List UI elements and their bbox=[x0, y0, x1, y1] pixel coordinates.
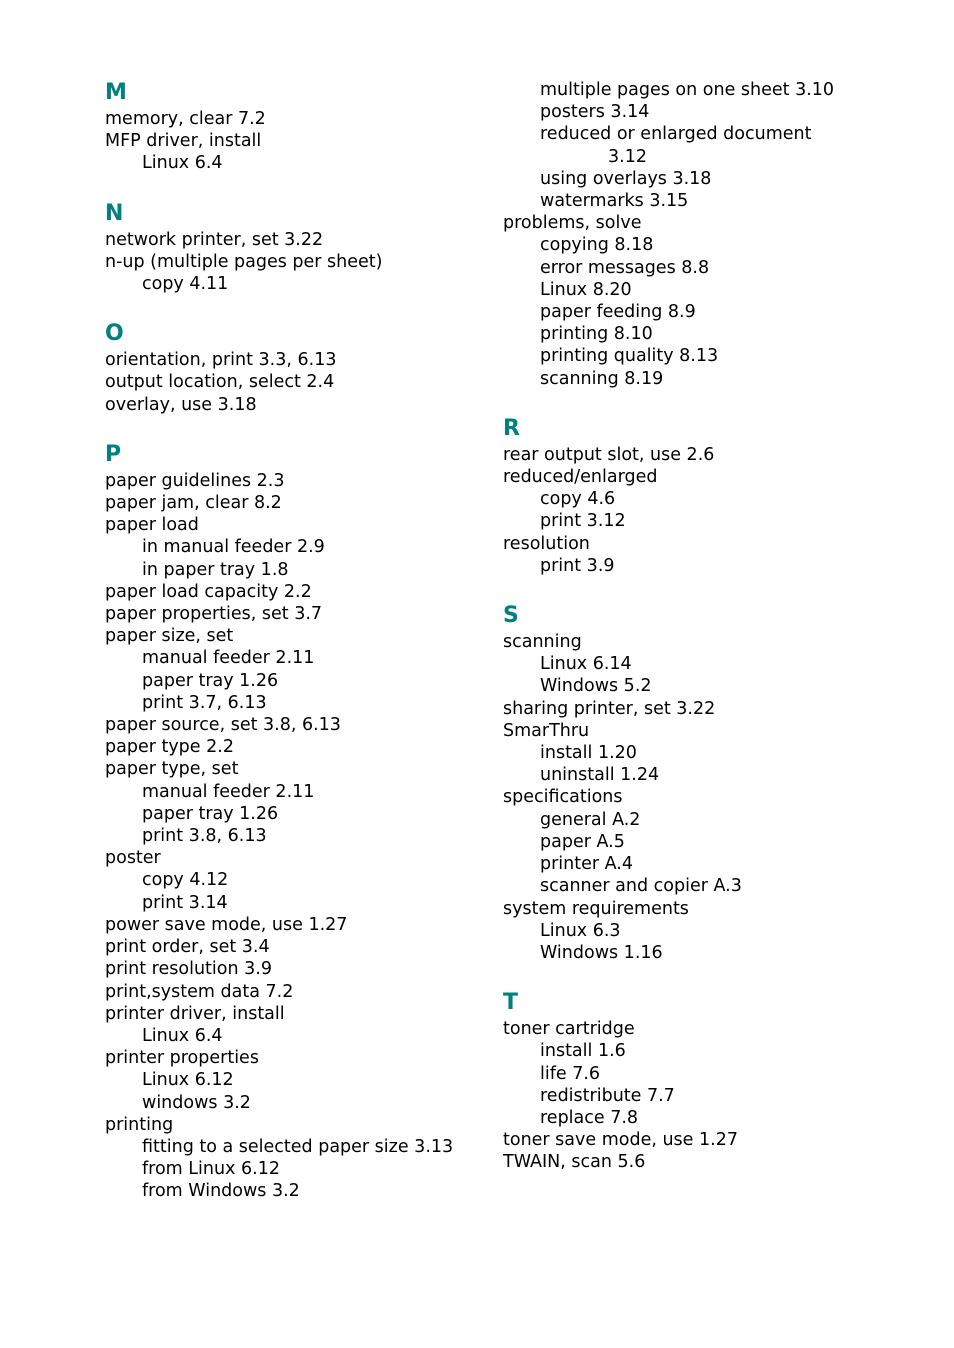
index-section-t bbox=[503, 988, 933, 1173]
index-subentry: scanner and copier A.3 bbox=[540, 876, 742, 897]
index-entry: TWAIN, scan 5.6 bbox=[503, 1152, 646, 1173]
index-entry: power save mode, use 1.27 bbox=[105, 914, 348, 935]
index-subentry: install 1.20 bbox=[540, 743, 637, 764]
index-subentry: fitting to a selected paper size 3.13 bbox=[142, 1136, 454, 1157]
index-subentry: copying 8.18 bbox=[540, 235, 654, 256]
index-subentry: print 3.12 bbox=[540, 511, 626, 532]
index-section-r bbox=[503, 414, 933, 577]
index-entry: toner save mode, use 1.27 bbox=[503, 1130, 738, 1151]
index-subentry: reduced or enlarged document bbox=[540, 124, 812, 145]
index-entry: overlay, use 3.18 bbox=[105, 394, 257, 415]
index-entry: n-up (multiple pages per sheet) bbox=[105, 251, 383, 272]
index-entry: reduced/enlarged bbox=[503, 467, 658, 488]
index-section-m bbox=[105, 78, 495, 175]
index-subentry: print 3.9 bbox=[540, 555, 615, 576]
index-subentry: Linux 8.20 bbox=[540, 279, 632, 300]
index-subentry: scanning 8.19 bbox=[540, 368, 664, 389]
index-subentry: life 7.6 bbox=[540, 1063, 601, 1084]
index-entry: output location, select 2.4 bbox=[105, 372, 335, 393]
index-subentry: printing quality 8.13 bbox=[540, 346, 719, 367]
index-entry: printer properties bbox=[105, 1048, 259, 1069]
index-subentry: paper tray 1.26 bbox=[142, 670, 279, 691]
index-entry: orientation, print 3.3, 6.13 bbox=[105, 350, 337, 371]
index-subentry: print 3.8, 6.13 bbox=[142, 826, 267, 847]
index-subentry: Linux 6.4 bbox=[142, 1025, 223, 1046]
section-letter-heading: P bbox=[105, 441, 122, 467]
index-subentry: install 1.6 bbox=[540, 1041, 626, 1062]
index-subentry: from Linux 6.12 bbox=[142, 1159, 280, 1180]
index-entry: paper guidelines 2.3 bbox=[105, 470, 285, 491]
index-subentry: Linux 6.12 bbox=[142, 1070, 234, 1091]
index-entry: paper type 2.2 bbox=[105, 737, 234, 758]
index-entry: MFP driver, install bbox=[105, 131, 262, 152]
index-entry: paper source, set 3.8, 6.13 bbox=[105, 715, 341, 736]
index-entry: problems, solve bbox=[503, 213, 642, 234]
index-section-n bbox=[105, 199, 495, 296]
index-subentry: Windows 1.16 bbox=[540, 942, 663, 963]
index-subentry: print 3.7, 6.13 bbox=[142, 692, 267, 713]
index-section-s bbox=[503, 601, 933, 964]
index-entry: paper type, set bbox=[105, 759, 239, 780]
index-subentry: watermarks 3.15 bbox=[540, 191, 689, 212]
index-subentry: manual feeder 2.11 bbox=[142, 648, 315, 669]
index-entry: resolution bbox=[503, 533, 590, 554]
section-letter-heading: R bbox=[503, 415, 520, 441]
index-entry: paper properties, set 3.7 bbox=[105, 604, 323, 625]
index-entry: rear output slot, use 2.6 bbox=[503, 444, 715, 465]
section-letter-heading: O bbox=[105, 321, 124, 347]
index-subentry: paper A.5 bbox=[540, 831, 625, 852]
index-entry: printer driver, install bbox=[105, 1003, 285, 1024]
index-subentry: uninstall 1.24 bbox=[540, 765, 660, 786]
index-subentry: print 3.14 bbox=[142, 892, 228, 913]
section-letter-heading: N bbox=[105, 200, 124, 226]
section-letter-heading: S bbox=[503, 603, 519, 629]
index-subentry: from Windows 3.2 bbox=[142, 1181, 300, 1202]
index-subentry: multiple pages on one sheet 3.10 bbox=[540, 80, 835, 100]
index-entry: printing bbox=[105, 1114, 174, 1135]
index-subentry: posters 3.14 bbox=[540, 102, 650, 123]
index-section-continued bbox=[503, 79, 933, 390]
index-entry: paper size, set bbox=[105, 626, 234, 647]
index-subentry: in paper tray 1.8 bbox=[142, 559, 289, 580]
index-subentry: windows 3.2 bbox=[142, 1092, 251, 1113]
index-subentry: copy 4.11 bbox=[142, 274, 229, 295]
index-entry: paper jam, clear 8.2 bbox=[105, 493, 282, 514]
index-section-o bbox=[105, 319, 495, 416]
index-subentry: Linux 6.4 bbox=[142, 153, 223, 174]
index-entry: print,system data 7.2 bbox=[105, 981, 294, 1002]
index-subentry: manual feeder 2.11 bbox=[142, 781, 315, 802]
index-subentry: copy 4.12 bbox=[142, 870, 229, 891]
index-entry: SmarThru bbox=[503, 720, 590, 741]
index-column-right bbox=[503, 79, 933, 1198]
index-entry: specifications bbox=[503, 787, 623, 808]
index-subentry: redistribute 7.7 bbox=[540, 1085, 675, 1106]
index-subentry: printer A.4 bbox=[540, 854, 634, 875]
index-subentry: error messages 8.8 bbox=[540, 257, 710, 278]
index-subentry: using overlays 3.18 bbox=[540, 168, 712, 189]
index-entry: paper load capacity 2.2 bbox=[105, 581, 312, 602]
index-subentry: copy 4.6 bbox=[540, 489, 616, 510]
index-entry: sharing printer, set 3.22 bbox=[503, 698, 716, 719]
index-subentry: Windows 5.2 bbox=[540, 676, 652, 697]
index-subentry: general A.2 bbox=[540, 809, 641, 830]
index-column-left bbox=[105, 78, 495, 1227]
index-entry: print resolution 3.9 bbox=[105, 959, 272, 980]
index-entry: print order, set 3.4 bbox=[105, 937, 270, 958]
index-entry: scanning bbox=[503, 632, 582, 653]
index-entry: poster bbox=[105, 848, 161, 869]
index-entry: memory, clear 7.2 bbox=[105, 109, 266, 129]
index-entry: toner cartridge bbox=[503, 1019, 635, 1040]
index-subentry: replace 7.8 bbox=[540, 1107, 639, 1128]
index-subentry: Linux 6.3 bbox=[540, 920, 621, 941]
index-subentry: paper tray 1.26 bbox=[142, 803, 279, 824]
index-subentry: Linux 6.14 bbox=[540, 654, 632, 675]
index-section-p bbox=[105, 440, 495, 1203]
index-subentry: paper feeding 8.9 bbox=[540, 302, 696, 323]
index-entry-continuation: 3.12 bbox=[608, 146, 647, 167]
section-letter-heading: T bbox=[503, 990, 519, 1016]
index-entry: paper load bbox=[105, 515, 199, 536]
index-subentry: printing 8.10 bbox=[540, 324, 653, 345]
index-entry: system requirements bbox=[503, 898, 689, 919]
section-letter-heading: M bbox=[105, 80, 127, 105]
index-entry: network printer, set 3.22 bbox=[105, 229, 324, 250]
index-subentry: in manual feeder 2.9 bbox=[142, 537, 325, 558]
